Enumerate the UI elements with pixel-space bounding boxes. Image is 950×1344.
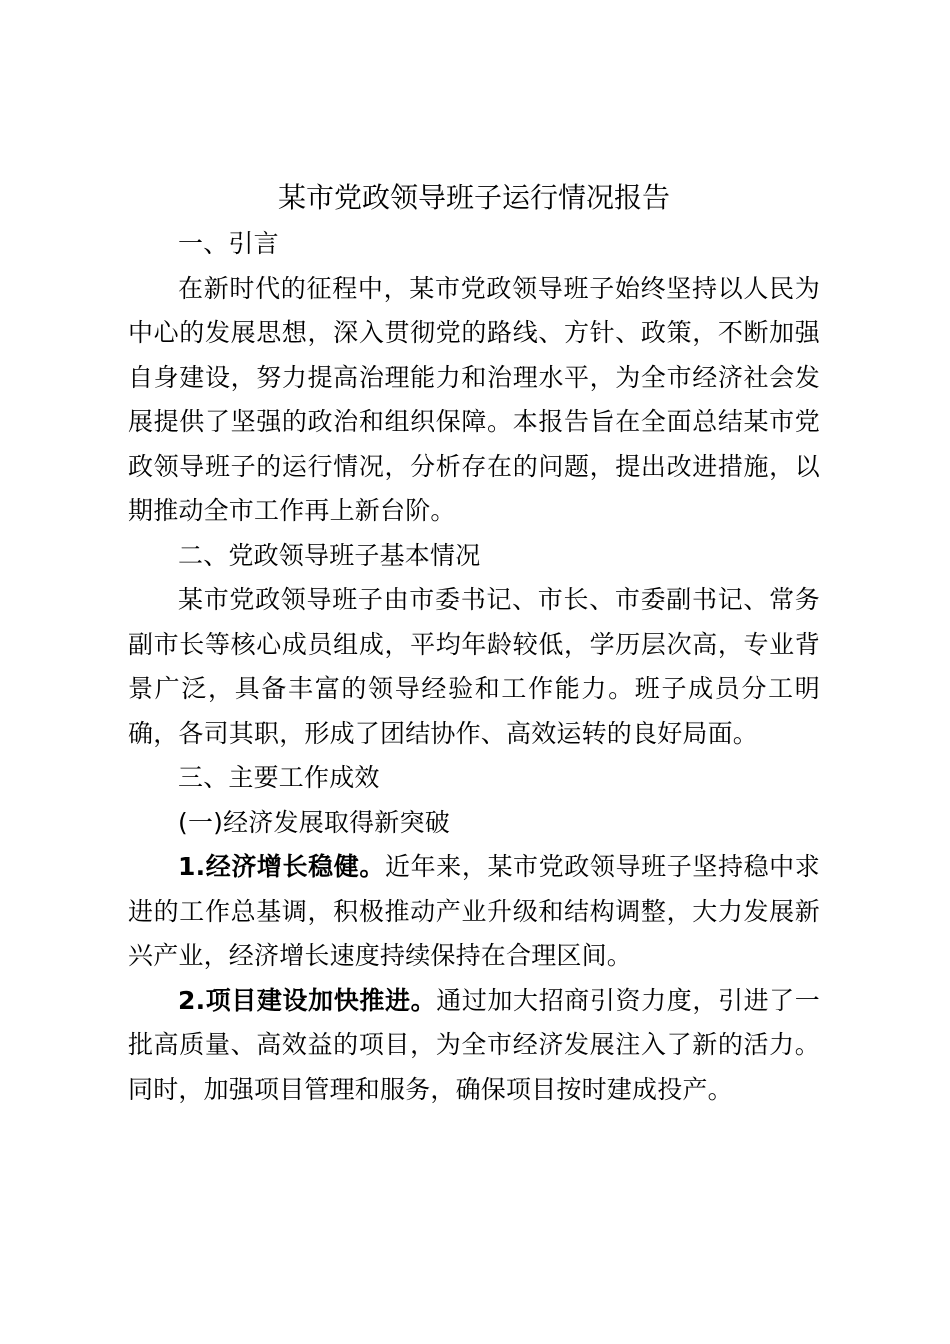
item-1-lead: 1.经济增长稳健。 bbox=[178, 852, 385, 881]
section-heading-basic: 二、党政领导班子基本情况 bbox=[178, 540, 481, 570]
section-heading-results: 三、主要工作成效 bbox=[178, 763, 380, 792]
paragraph-item-1 bbox=[128, 845, 820, 979]
section-heading-intro: 一、引言 bbox=[178, 229, 279, 258]
document-title: 某市党政领导班子运行情况报告 bbox=[277, 181, 670, 214]
subheading-economy: (一)经济发展取得新突破 bbox=[178, 807, 450, 837]
paragraph-item-2 bbox=[128, 979, 820, 1113]
paragraph-intro: 在新时代的征程中，某市党政领导班子始终坚持以人民为中心的发展思想，深入贯彻党的路线、方针、政策，不断加强自身建设，努力提高治理能力和治理水平，为全市经济社会发展提供了坚强的政治和组织保障。本报告旨在全面总结某市党政领导班子的运行情况，分析存在的问题，提出改进措施，以期推动全市工作再上新台阶。 bbox=[128, 273, 820, 525]
item-2-lead: 2.项目建设加快推进。 bbox=[178, 985, 437, 1015]
item-1-text: 近年来，某市党政领导班子坚持稳中求进的工作总基调，积极推动产业升级和结构调整，大力发展新兴产业，经济增长速度持续保持在合理区间。 bbox=[128, 852, 820, 970]
document-body bbox=[128, 176, 820, 1112]
paragraph-basic: 某市党政领导班子由市委书记、市长、市委副书记、常务副市长等核心成员组成，平均年龄较低，学历层次高，专业背景广泛，具备丰富的领导经验和工作能力。班子成员分工明确，各司其职，形成了团结协作、高效运转的良好局面。 bbox=[128, 585, 820, 748]
item-2-text: 通过加大招商引资力度，引进了一批高质量、高效益的项目，为全市经济发展注入了新的活力。同时，加强项目管理和服务，确保项目按时建成投产。 bbox=[128, 985, 820, 1104]
